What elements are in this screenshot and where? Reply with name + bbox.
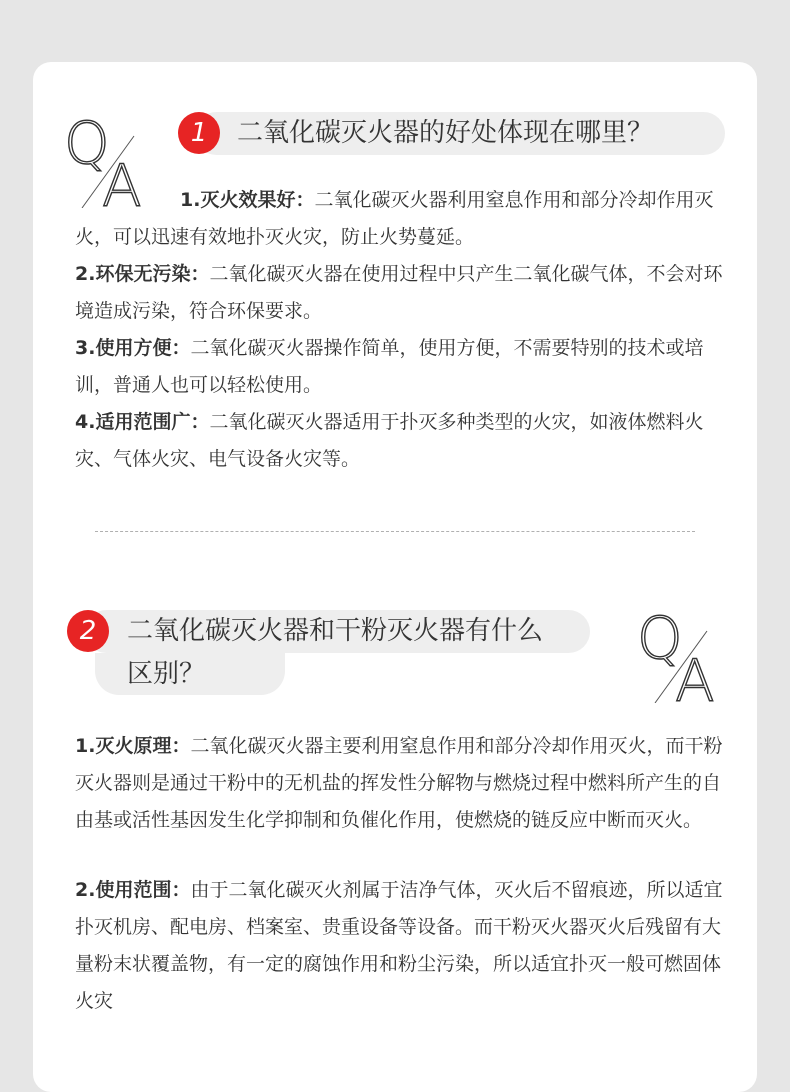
qa-a-letter: A xyxy=(675,647,715,703)
question-2-title-line2: 区别？ xyxy=(127,659,206,689)
qa-q-letter: Q xyxy=(637,604,683,672)
question-2-title-line1: 二氧化碳灭火器和干粉灭火器有什么 xyxy=(127,616,544,646)
answer-2-item: 1.灭火原理：二氧化碳灭火器主要利用窒息作用和部分冷却作用灭火，而干粉灭火器则是通过干粉中的无机盐的挥发性分解物与燃烧过程中燃料所产生的自由基或活性基因发生化学抑制和负催化作用，使燃烧的链反应中断而灭火。 xyxy=(75,735,723,831)
answer-1-item: 2.环保无污染：二氧化碳灭火器在使用过程中只产生二氧化碳气体，不会对环境造成污染，符合环保要求。 xyxy=(75,263,723,322)
answer-1-item: 4.适用范围广：二氧化碳灭火器适用于扑灭多种类型的火灾，如液体燃料火灾、气体火灾、电气设备火灾等。 xyxy=(75,411,704,470)
question-1-title: 二氧化碳灭火器的好处体现在哪里？ xyxy=(237,118,654,148)
answer-2-item: 2.使用范围：由于二氧化碳灭火剂属于洁净气体，灭火后不留痕迹，所以适宜扑灭机房、配电房、档案室、贵重设备等设备。而干粉灭火器灭火后残留有大量粉末状覆盖物，有一定的腐蚀作用和粉尘污染，所以适宜扑灭一般可燃固体火灾 xyxy=(75,879,723,1012)
question-1-number: 1 xyxy=(178,112,220,154)
question-2-number: 2 xyxy=(67,610,109,652)
qa-mark-2 xyxy=(635,603,735,703)
answer-1-item: 3.使用方便：二氧化碳灭火器操作简单，使用方便，不需要特别的技术或培训，普通人也可以轻松使用。 xyxy=(75,337,704,396)
qa-a-letter: A xyxy=(102,152,142,208)
section-divider xyxy=(95,531,695,532)
answer-1-item: 1.灭火效果好：二氧化碳灭火器利用窒息作用和部分冷却作用灭火，可以迅速有效地扑灭火灾，防止火势蔓延。 xyxy=(75,189,714,248)
qa-q-letter: Q xyxy=(64,109,110,177)
